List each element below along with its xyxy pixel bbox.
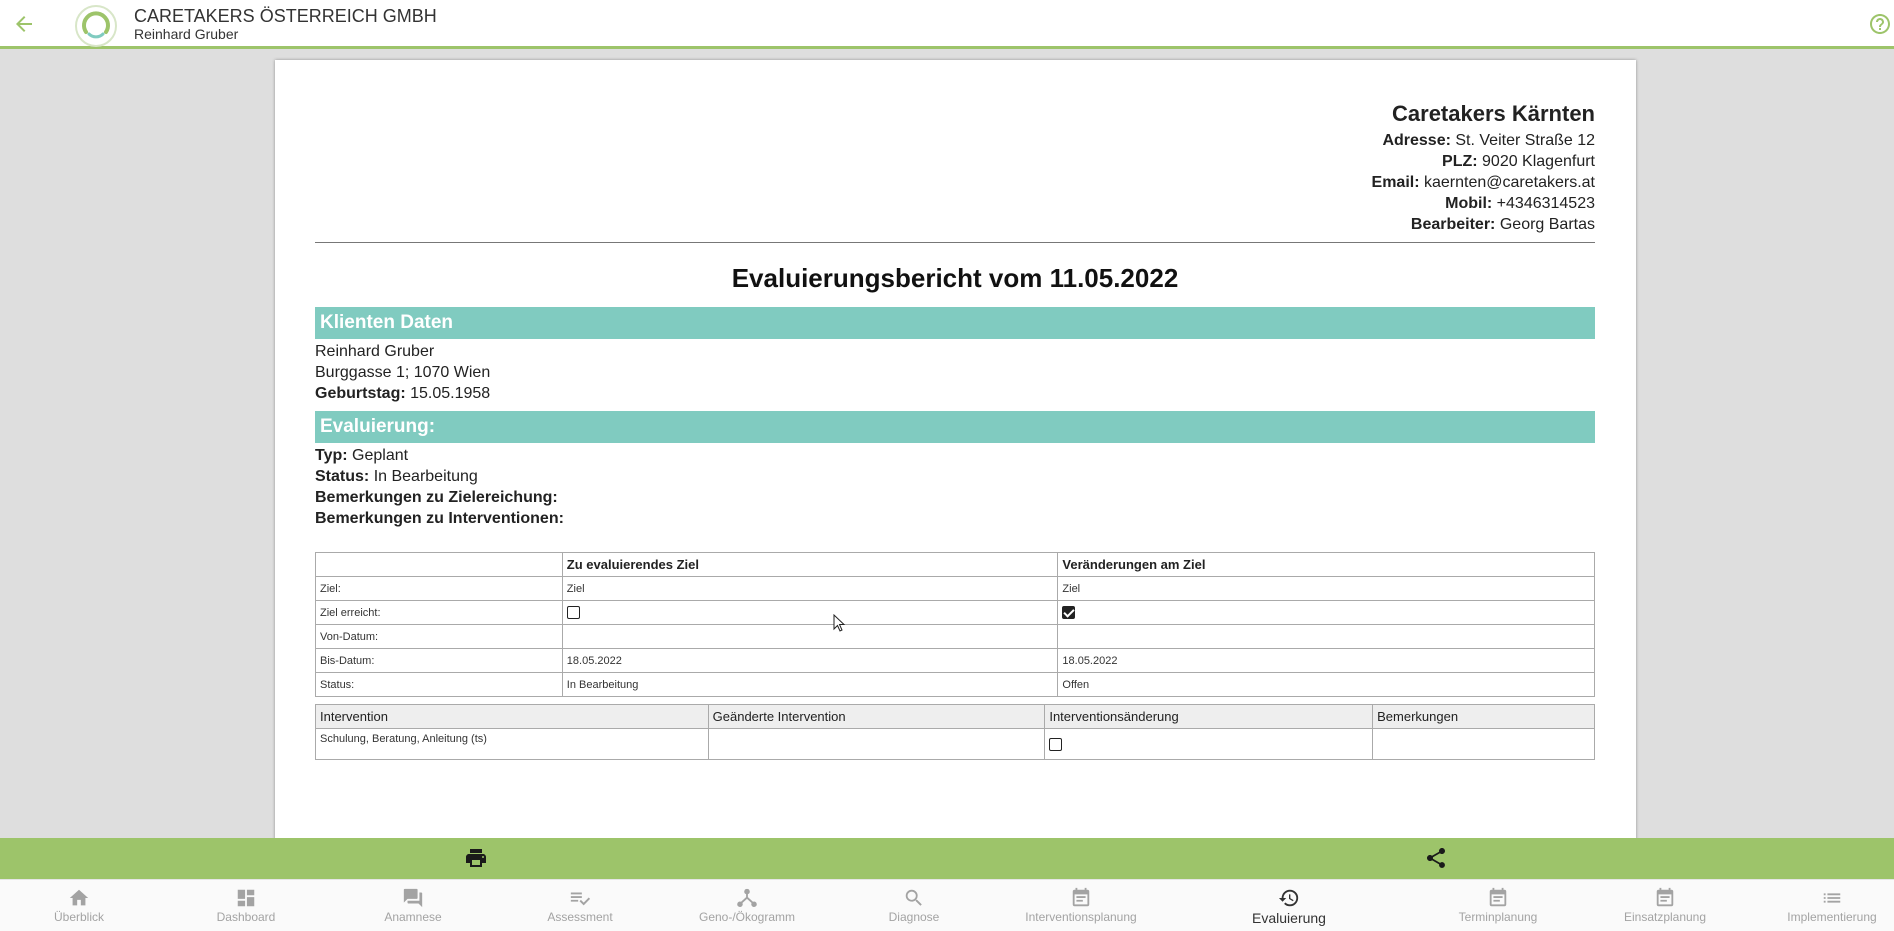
nav-item-dashboard[interactable]: Dashboard: [206, 880, 286, 931]
client-name: Reinhard Gruber: [315, 343, 435, 360]
intervention-change-checkbox[interactable]: [1049, 738, 1062, 751]
table-row: [316, 577, 1595, 601]
row-label: Ziel erreicht:: [316, 601, 563, 625]
table-cell: [1373, 729, 1595, 760]
search-icon: [903, 887, 925, 909]
table-cell: [562, 625, 1058, 649]
history-icon: [1278, 887, 1300, 909]
app-header: [0, 0, 1894, 49]
goal-reached-checkbox[interactable]: [567, 606, 580, 619]
nav-item-interventionsplanung[interactable]: Interventionsplanung: [1016, 880, 1146, 931]
nav-item-diagnose[interactable]: Diagnose: [874, 880, 954, 931]
share-icon[interactable]: [1424, 846, 1448, 870]
table-cell: [1045, 729, 1373, 760]
nav-item-implementierung[interactable]: Implementierung: [1772, 880, 1892, 931]
table-row: [316, 625, 1595, 649]
nav-item-assessment[interactable]: Assessment: [540, 880, 620, 931]
table-cell: Ziel: [1058, 577, 1595, 601]
evaluation-status: Status: In Bearbeitung: [315, 468, 478, 485]
org-address: Adresse: St. Veiter Straße 12: [1382, 132, 1595, 149]
table-cell: 18.05.2022: [1058, 649, 1595, 673]
org-email: Email: kaernten@caretakers.at: [1371, 174, 1595, 191]
back-arrow-icon[interactable]: [12, 12, 36, 36]
row-label: Ziel:: [316, 577, 563, 601]
org-name: Caretakers Kärnten: [1392, 101, 1595, 126]
bottom-navigation: [0, 879, 1894, 931]
table-cell: Ziel: [562, 577, 1058, 601]
report-title: Evaluierungsbericht vom 11.05.2022: [731, 263, 1179, 293]
table-header: Veränderungen am Ziel: [1058, 553, 1595, 577]
table-cell: [562, 601, 1058, 625]
nav-item-terminplanung[interactable]: Terminplanung: [1438, 880, 1558, 931]
print-icon[interactable]: [464, 846, 488, 870]
client-section-header: Klienten Daten: [315, 307, 1595, 339]
table-row: [316, 601, 1595, 625]
intervention-remarks: Bemerkungen zu Interventionen:: [315, 510, 564, 527]
mouse-cursor-icon: [833, 614, 847, 634]
table-header-row: [316, 705, 1595, 729]
client-address: Burggasse 1; 1070 Wien: [315, 364, 491, 381]
nav-item-einsatzplanung[interactable]: Einsatzplanung: [1605, 880, 1725, 931]
table-header: Intervention: [316, 705, 709, 729]
intervention-table: [315, 704, 1595, 760]
table-header: Zu evaluierendes Ziel: [562, 553, 1058, 577]
row-label: Von-Datum:: [316, 625, 563, 649]
table-row: [316, 673, 1595, 697]
row-label: Bis-Datum:: [316, 649, 563, 673]
goal-remarks: Bemerkungen zu Zielereichung:: [315, 489, 558, 506]
checklist-icon: [569, 887, 591, 909]
evaluation-type: Typ: Geplant: [315, 447, 409, 464]
table-row: [316, 649, 1595, 673]
nav-item-genogramm[interactable]: Geno-/Ökogramm: [687, 880, 807, 931]
organization-info: [315, 60, 1595, 235]
help-icon[interactable]: [1868, 12, 1892, 36]
table-cell: Schulung, Beratung, Anleitung (ts): [316, 729, 709, 760]
goal-evaluation-table: [315, 552, 1595, 697]
client-birthday: Geburtstag: 15.05.1958: [315, 385, 491, 402]
org-plz: PLZ: 9020 Klagenfurt: [1442, 153, 1595, 170]
evaluation-section-header: Evaluierung:: [315, 411, 1595, 443]
nav-item-anamnese[interactable]: Anamnese: [373, 880, 453, 931]
company-name: CARETAKERS ÖSTERREICH GMBH: [134, 6, 437, 26]
table-header: Bemerkungen: [1373, 705, 1595, 729]
document-viewer[interactable]: [0, 52, 1894, 838]
nav-item-ueberblick[interactable]: Überblick: [39, 880, 119, 931]
dashboard-icon: [235, 887, 257, 909]
table-header: Geänderte Intervention: [708, 705, 1045, 729]
table-header: [316, 553, 563, 577]
table-header-row: [316, 553, 1595, 577]
table-cell: [708, 729, 1045, 760]
list-icon: [1821, 887, 1843, 909]
table-cell: Offen: [1058, 673, 1595, 697]
calendar-icon: [1070, 887, 1092, 909]
nav-item-evaluierung[interactable]: Evaluierung: [1239, 880, 1339, 931]
chat-icon: [402, 887, 424, 909]
org-mobile: Mobil: +4346314523: [1445, 195, 1595, 212]
calendar-icon: [1487, 887, 1509, 909]
table-row: [316, 729, 1595, 760]
action-bar: [0, 838, 1894, 879]
row-label: Status:: [316, 673, 563, 697]
network-icon: [736, 887, 758, 909]
current-client-name: Reinhard Gruber: [134, 26, 239, 42]
table-cell: [1058, 601, 1595, 625]
header-divider: [315, 242, 1595, 243]
goal-reached-changed-checkbox[interactable]: [1062, 606, 1075, 619]
table-header: Interventionsänderung: [1045, 705, 1373, 729]
home-icon: [68, 887, 90, 909]
calendar-icon: [1654, 887, 1676, 909]
table-cell: 18.05.2022: [562, 649, 1058, 673]
logo-icon: [74, 4, 118, 48]
report-page: [275, 60, 1636, 838]
table-cell: [1058, 625, 1595, 649]
table-cell: In Bearbeitung: [562, 673, 1058, 697]
org-editor: Bearbeiter: Georg Bartas: [1410, 216, 1595, 233]
